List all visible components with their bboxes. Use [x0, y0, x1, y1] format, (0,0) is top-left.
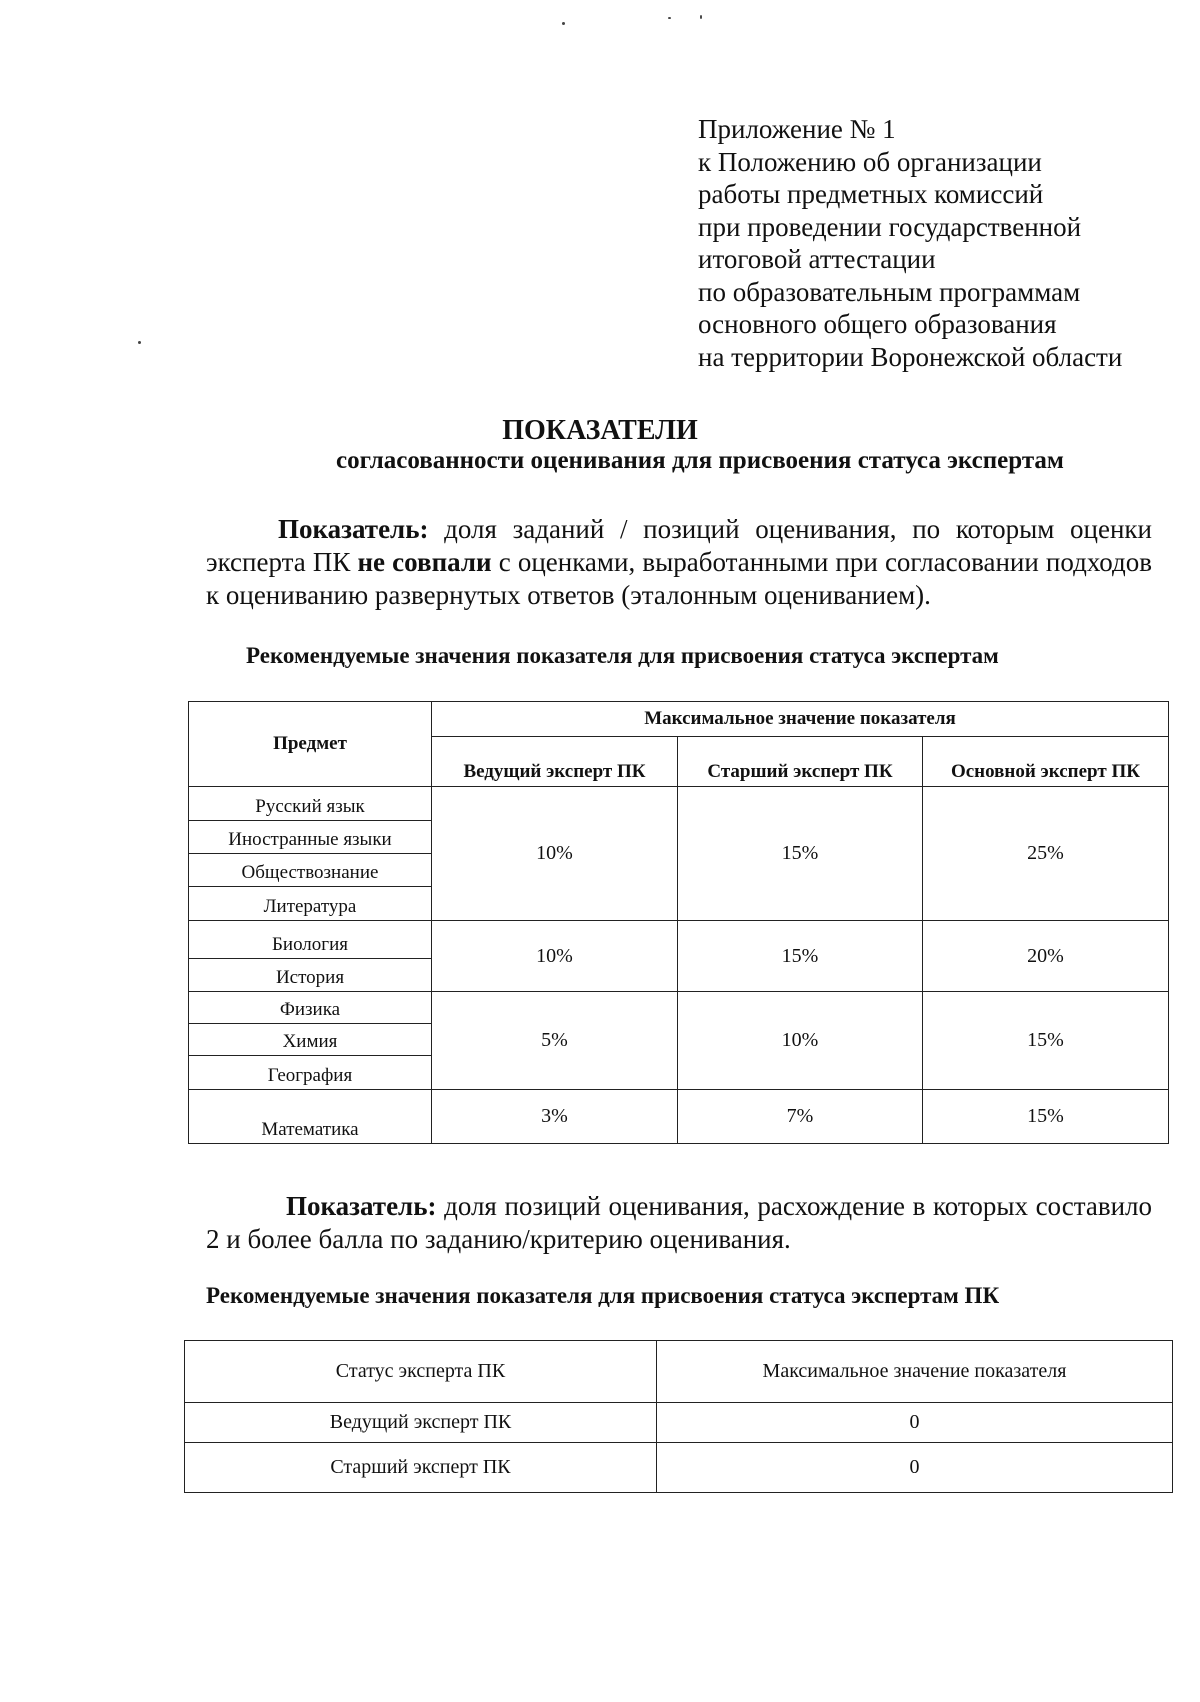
status-header: Статус эксперта ПК [185, 1341, 657, 1403]
status-cell: Старший эксперт ПК [185, 1443, 657, 1493]
value-cell: 0 [657, 1443, 1173, 1493]
scan-speck [668, 17, 671, 19]
value-cell: 15% [678, 921, 923, 992]
value-cell: 10% [432, 787, 678, 921]
table2-caption: Рекомендуемые значения показателя для присвоения статуса экспертам ПК [206, 1283, 1000, 1308]
annex-line: итоговой аттестации [698, 244, 936, 274]
scan-speck [562, 22, 565, 25]
page-title: ПОКАЗАТЕЛИ [502, 415, 698, 446]
annex-line: к Положению об организации [698, 146, 1042, 177]
subject-cell: Иностранные языки [189, 821, 432, 854]
indicator-paragraph-1 [206, 513, 1152, 612]
subject-cell: Биология [189, 921, 432, 959]
indicator-paragraph-2 [206, 1190, 1152, 1256]
value-cell: 15% [923, 992, 1169, 1090]
subject-cell: Химия [189, 1024, 432, 1056]
subject-cell: Физика [189, 992, 432, 1024]
max-value-header: Максимальное значение показателя [432, 702, 1169, 737]
subject-cell: Математика [189, 1090, 432, 1144]
indicator-text: доля позиций оценивания, расхождение в которых составило 2 и более балла по заданию/критерию оценивания. [206, 1191, 1152, 1254]
scan-speck [138, 341, 141, 344]
column-header: Старший эксперт ПК [678, 737, 923, 787]
column-header: Основной эксперт ПК [923, 737, 1169, 787]
annex-line: работы предметных комиссий [698, 179, 1044, 209]
status-cell: Ведущий эксперт ПК [185, 1403, 657, 1443]
subject-cell: Литература [189, 887, 432, 921]
status-values-table [184, 1340, 1173, 1493]
indicator-label: Показатель: [286, 1191, 437, 1221]
value-cell: 5% [432, 992, 678, 1090]
value-cell: 10% [432, 921, 678, 992]
page-subtitle: согласованности оценивания для присвоения статуса экспертам [336, 447, 1064, 474]
value-cell: 7% [678, 1090, 923, 1144]
annex-header [698, 113, 1122, 373]
subject-cell: Русский язык [189, 787, 432, 821]
indicator-text: доля заданий / позиций оценивания, по которым оценки эксперта ПК [206, 514, 1152, 577]
indicator-emphasis: не совпали [357, 547, 492, 577]
annex-line: Приложение № 1 [698, 114, 896, 144]
subject-cell: История [189, 959, 432, 992]
table1-caption: Рекомендуемые значения показателя для присвоения статуса экспертам [246, 643, 999, 668]
subject-header: Предмет [189, 702, 432, 787]
value-cell: 15% [923, 1090, 1169, 1144]
subject-cell: Обществознание [189, 854, 432, 887]
value-cell: 20% [923, 921, 1169, 992]
annex-line: по образовательным программам [698, 276, 1081, 307]
recommended-values-table [188, 701, 1169, 1144]
subject-cell: География [189, 1056, 432, 1090]
value-cell: 3% [432, 1090, 678, 1144]
max-value-header: Максимальное значение показателя [657, 1341, 1173, 1403]
annex-line: при проведении государственной [698, 211, 1082, 242]
value-cell: 15% [678, 787, 923, 921]
value-cell: 0 [657, 1403, 1173, 1443]
annex-line: на территории Воронежской области [698, 341, 1123, 372]
value-cell: 25% [923, 787, 1169, 921]
value-cell: 10% [678, 992, 923, 1090]
column-header: Ведущий эксперт ПК [432, 737, 678, 787]
indicator-label: Показатель: [278, 514, 429, 544]
scan-speck [700, 15, 702, 19]
annex-line: основного общего образования [698, 309, 1057, 339]
indicator-text: с оценками, выработанными при согласовании подходов к оцениванию развернутых ответов (эталонным оцениванием). [206, 547, 1153, 610]
